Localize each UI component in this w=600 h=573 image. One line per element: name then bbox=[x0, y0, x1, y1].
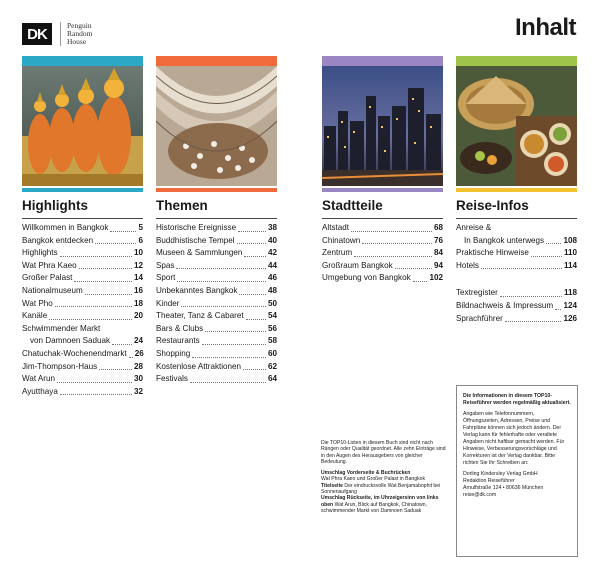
toc-entry[interactable]: Zentrum 84 bbox=[322, 248, 443, 258]
toc-entry[interactable]: Chinatown 76 bbox=[322, 235, 443, 245]
toc-list bbox=[22, 222, 143, 398]
section-themen bbox=[156, 56, 277, 386]
toc-entry[interactable]: Chatuchak-Wochenendmarkt 26 bbox=[22, 348, 144, 358]
toc-entry[interactable]: Kanäle 20 bbox=[22, 311, 143, 321]
contact-email[interactable]: reise@dk.com bbox=[463, 492, 497, 498]
toc-entry[interactable]: Spas 44 bbox=[156, 260, 277, 270]
toc-entry[interactable]: Jim-Thompson-Haus 28 bbox=[22, 361, 143, 371]
toc-entry[interactable]: Kinder 50 bbox=[156, 298, 277, 308]
section-title: Highlights bbox=[22, 198, 143, 219]
toc-entry[interactable]: Hotels 114 bbox=[456, 260, 577, 270]
section-underline bbox=[322, 188, 443, 192]
toc-entry[interactable]: Sport 46 bbox=[156, 273, 277, 283]
section-underline bbox=[156, 188, 277, 192]
toc-entry[interactable]: Großraum Bangkok 94 bbox=[322, 260, 443, 270]
toc-entry-continued[interactable]: von Damnoen Saduak 24 bbox=[30, 336, 143, 346]
toc-entry[interactable]: Altstadt 68 bbox=[322, 223, 443, 232]
toc-entry[interactable]: Textregister 118 bbox=[456, 288, 577, 298]
toc-entry[interactable]: Sprachführer 126 bbox=[456, 313, 577, 323]
penguin-random-house-wordmark: Penguin Random House bbox=[60, 22, 92, 46]
toc-entry[interactable]: Festivals 64 bbox=[156, 374, 277, 384]
publisher-logo bbox=[22, 22, 92, 46]
toc-list bbox=[322, 222, 443, 285]
section-color-bar bbox=[456, 56, 577, 66]
toc-entry[interactable]: Bars & Clubs 56 bbox=[156, 323, 277, 333]
toc-entry[interactable]: Buddhistische Tempel 40 bbox=[156, 235, 277, 245]
section-reise-infos bbox=[456, 56, 577, 325]
toc-entry[interactable]: Praktische Hinweise 110 bbox=[456, 248, 577, 258]
toc-entry[interactable]: Shopping 60 bbox=[156, 348, 277, 358]
dk-logo: DK bbox=[22, 23, 52, 45]
toc-list bbox=[456, 222, 577, 325]
section-stadtteile bbox=[322, 56, 443, 285]
toc-entry[interactable]: Anreise & bbox=[456, 223, 492, 232]
toc-entry[interactable]: Ayutthaya 32 bbox=[22, 386, 143, 396]
info-body: Angaben wie Telefonnummern, Öffnungszeiten, Adressen, Preise und Fahrpläne können sich jedoch ändern. Der Verlag kann für fehlerhafte oder veraltete Angaben nicht haftbar gemacht werden. Für Hinweise, Verbesserungsvorschläge und Korrekturen ist der Verlag dankbar. Bitte richten Sie Ihr Schreiben an: bbox=[463, 411, 565, 466]
update-info-box bbox=[456, 385, 578, 557]
toc-entry[interactable]: Bangkok entdecken 6 bbox=[22, 235, 143, 245]
toc-entry[interactable]: Wat Phra Kaeo 12 bbox=[22, 260, 143, 270]
toc-entry[interactable]: Kostenlose Attraktionen 62 bbox=[156, 361, 277, 371]
section-color-bar bbox=[156, 56, 277, 66]
photo-shopping-mall-atrium bbox=[156, 66, 277, 186]
section-underline bbox=[456, 188, 577, 192]
publisher-address: Dorling Kindersley Verlag GmbH Redaktion Reiseführer Arnulfstraße 124 • 80636 München reise@dk.com bbox=[463, 471, 571, 499]
section-title: Reise-Infos bbox=[456, 198, 577, 219]
toc-entry[interactable]: Bildnachweis & Impressum 124 bbox=[456, 300, 577, 310]
toc-entry[interactable]: Restaurants 58 bbox=[156, 336, 277, 346]
toc-entry[interactable]: Nationalmuseum 16 bbox=[22, 285, 143, 295]
photo-wat-arun-buddha-statues bbox=[22, 66, 143, 186]
toc-list bbox=[156, 222, 277, 386]
section-title: Themen bbox=[156, 198, 277, 219]
photo-floating-market-boat-vendor bbox=[456, 66, 577, 186]
info-heading: Die Informationen in diesem TOP10-Reiseführer werden regelmäßig aktualisiert. bbox=[463, 393, 571, 406]
section-highlights bbox=[22, 56, 143, 398]
toc-entry[interactable]: Highlights 10 bbox=[22, 248, 143, 258]
cover-credits-notes: Die TOP10-Listen in diesem Buch sind nicht nach Rängen oder Qualität geordnet. Alle zehn Einträge sind in den Augen des Herausgebers von gleicher Bedeutung. Umschlag Vorderseite & Buchrücken Wat Phra Kaeo und Großer Palast in Bangkok Titelseite Der eindrucksvolle Wat Benjamabophit bei Sonnenaufgang Umschlag Rückseite, im Uhrzeigersinn von links oben Wat Arun, Blick auf Bangkok, Chinatown, schwimmender Markt von Damnoen Saduak bbox=[321, 440, 449, 514]
section-underline bbox=[22, 188, 143, 192]
toc-entry[interactable]: Theater, Tanz & Cabaret 54 bbox=[156, 311, 277, 321]
section-color-bar bbox=[22, 56, 143, 66]
toc-entry[interactable]: Umgebung von Bangkok 102 bbox=[322, 273, 443, 283]
toc-entry[interactable]: Wat Pho 18 bbox=[22, 298, 143, 308]
toc-entry[interactable]: Willkommen in Bangkok 5 bbox=[22, 223, 143, 232]
toc-entry[interactable]: Historische Ereignisse 38 bbox=[156, 223, 277, 232]
toc-entry[interactable]: Unbekanntes Bangkok 48 bbox=[156, 285, 277, 295]
page-title: Inhalt bbox=[515, 14, 576, 41]
section-color-bar bbox=[322, 56, 443, 66]
toc-entry-continued[interactable]: In Bangkok unterwegs 108 bbox=[464, 235, 577, 245]
section-title: Stadtteile bbox=[322, 198, 443, 219]
top10-disclaimer: Die TOP10-Listen in diesem Buch sind nicht nach Rängen oder Qualität geordnet. Alle zehn Einträge sind in den Augen des Herausgebers von gleicher Bedeutung. bbox=[321, 440, 446, 465]
photo-bangkok-skyline-at-dusk bbox=[322, 66, 443, 186]
toc-entry[interactable]: Museen & Sammlungen 42 bbox=[156, 248, 277, 258]
toc-entry[interactable]: Wat Arun 30 bbox=[22, 374, 143, 384]
toc-entry[interactable]: Großer Palast 14 bbox=[22, 273, 143, 283]
toc-entry[interactable]: Schwimmender Markt bbox=[22, 323, 101, 333]
